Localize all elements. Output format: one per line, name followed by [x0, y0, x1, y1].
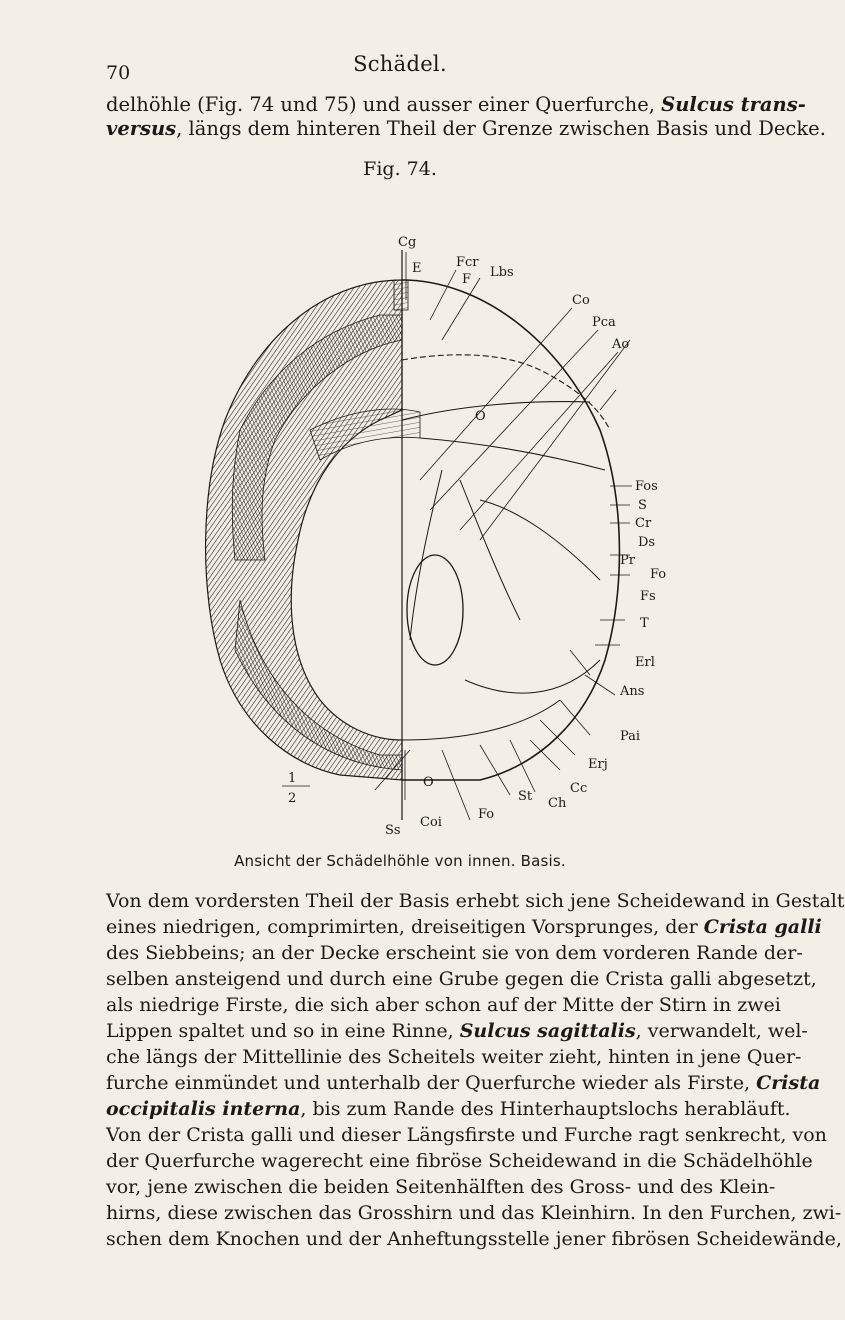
label-ch: Ch	[548, 796, 567, 811]
label-pr: Pr	[620, 553, 635, 568]
label-cg: Cg	[398, 235, 417, 250]
term-crista-galli: Crista galli	[703, 916, 822, 938]
body-line: che längs der Mittellinie des Scheitels weiter zieht, hinten in jene Quer-	[106, 1046, 802, 1068]
figure-label: Fig. 74.	[363, 158, 437, 180]
label-cr: Cr	[635, 516, 652, 531]
body-line	[106, 1070, 821, 1096]
term-sulcus-transversus-b: versus	[106, 117, 177, 140]
label-st: St	[518, 789, 533, 804]
body-text: furche einmündet und unterhalb der Querfurche wieder als Firste,	[106, 1072, 757, 1094]
body-line: schen dem Knochen und der Anheftungsstelle jener fibrösen Scheidewände,	[106, 1228, 842, 1250]
body-line: hirns, diese zwischen das Grosshirn und das Kleinhirn. In den Furchen, zwi-	[106, 1202, 842, 1224]
intro-line-2	[106, 117, 826, 141]
label-t: T	[640, 616, 649, 631]
label-o-bottom: O	[423, 775, 434, 790]
body-line: des Siebbeins; an der Decke erscheint sie von dem vorderen Rande der-	[106, 942, 803, 964]
skull-base-figure	[180, 180, 680, 840]
label-ds: Ds	[638, 535, 656, 550]
label-num2: 2	[288, 791, 297, 806]
body-text: , bis zum Rande des Hinterhauptslochs herabläuft.	[300, 1098, 791, 1120]
anterior-fossa-edge	[402, 355, 610, 430]
label-erl: Erl	[635, 655, 655, 670]
body-line: Von dem vordersten Theil der Basis erhebt sich jene Scheidewand in Gestalt	[106, 890, 845, 912]
label-erj: Erj	[588, 757, 608, 772]
label-ao: Ao	[612, 337, 630, 352]
label-f: F	[462, 272, 472, 287]
term-crista-a: Crista	[756, 1072, 821, 1094]
label-num1: 1	[288, 771, 297, 786]
intro-line-1	[106, 93, 806, 117]
petrous-right	[480, 500, 600, 580]
figure-caption: Ansicht der Schädelhöhle von innen. Basis.	[234, 852, 566, 870]
middle-fossa	[420, 438, 605, 470]
label-e: E	[412, 261, 422, 276]
sphenoid-ridge	[402, 402, 590, 420]
label-s: S	[638, 498, 647, 513]
body-paragraph	[106, 888, 845, 1252]
label-cc: Cc	[570, 781, 588, 796]
intro-text: , längs dem hinteren Theil der Grenze zwischen Basis und Decke.	[176, 117, 826, 140]
label-fs: Fs	[640, 589, 656, 604]
body-line	[106, 1018, 808, 1044]
body-text: Lippen spaltet und so in eine Rinne,	[106, 1020, 460, 1042]
intro-paragraph	[106, 93, 826, 141]
term-occipitalis-interna: occipitalis interna	[106, 1098, 301, 1120]
label-o-top: O	[475, 409, 486, 424]
body-line: Von der Crista galli und dieser Längsfirste und Furche ragt senkrecht, von	[106, 1124, 827, 1146]
body-line	[106, 1096, 791, 1122]
body-line	[106, 914, 822, 940]
label-fo-right: Fo	[650, 567, 667, 582]
posterior-fossa-right	[465, 660, 600, 693]
body-text: , verwandelt, wel-	[635, 1020, 808, 1042]
label-ans: Ans	[620, 684, 645, 699]
label-lbs: Lbs	[490, 265, 514, 280]
foramen-magnum	[407, 555, 463, 665]
body-line: der Querfurche wagerecht eine fibröse Scheidewand in die Schädelhöhle	[106, 1150, 813, 1172]
body-text: eines niedrigen, comprimirten, dreiseitigen Vorsprunges, der	[106, 916, 704, 938]
term-sulcus-transversus-a: Sulcus trans-	[661, 93, 806, 116]
body-line: als niedrige Firste, die sich aber schon auf der Mitte der Stirn in zwei	[106, 994, 781, 1016]
label-pca: Pca	[592, 315, 616, 330]
body-line: vor, jene zwischen die beiden Seitenhälften des Gross- und des Klein-	[106, 1176, 776, 1198]
clivus-right	[460, 480, 520, 620]
label-fo-bottom: Fo	[478, 807, 495, 822]
label-co: Co	[572, 293, 590, 308]
sinus-line	[402, 700, 560, 740]
label-coi: Coi	[420, 815, 442, 830]
label-ss: Ss	[385, 823, 401, 838]
label-pai: Pai	[620, 729, 641, 744]
intro-text: delhöhle (Fig. 74 und 75) und ausser einer Querfurche,	[106, 93, 662, 116]
term-sulcus-sagittalis: Sulcus sagittalis	[459, 1020, 636, 1042]
skull-outline	[402, 280, 619, 780]
page-number: 70	[106, 62, 131, 84]
body-line: selben ansteigend und durch eine Grube gegen die Crista galli abgesetzt,	[106, 968, 817, 990]
running-head: Schädel.	[353, 52, 447, 76]
label-fcr: Fcr	[456, 255, 479, 270]
skull-base-illustration	[180, 180, 680, 840]
label-fos: Fos	[635, 479, 658, 494]
